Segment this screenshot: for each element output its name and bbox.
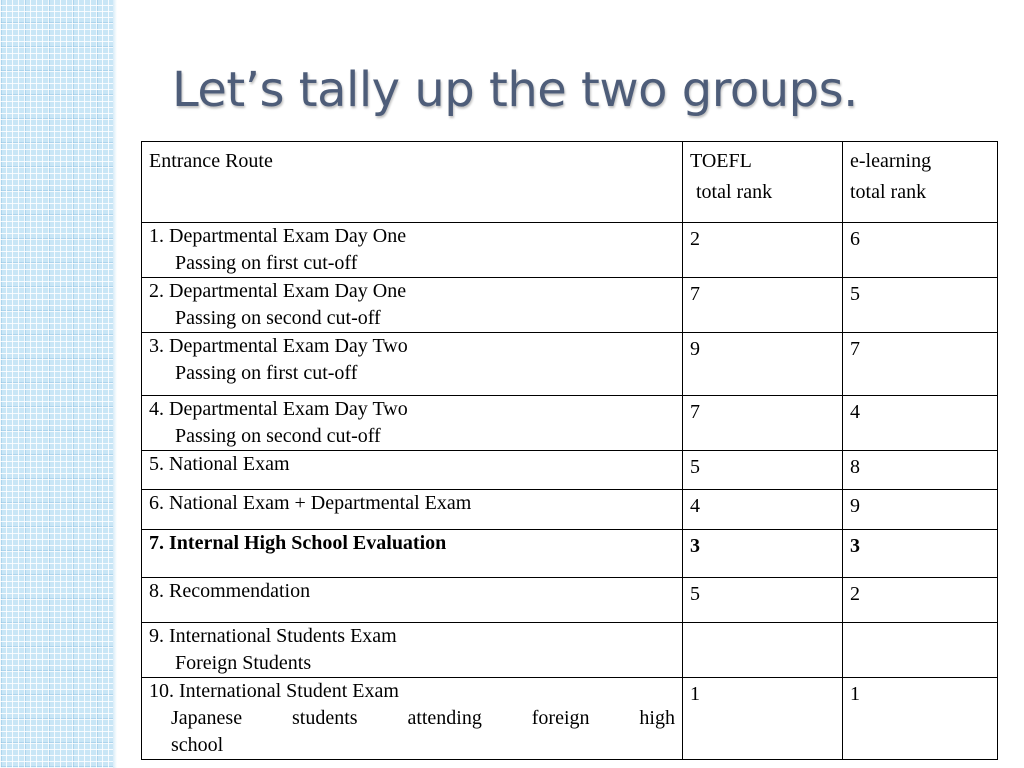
elearning-rank-cell: 5 bbox=[843, 278, 998, 333]
toefl-rank-cell: 9 bbox=[683, 333, 843, 396]
route-cell: 4. Departmental Exam Day Two Passing on second cut-off bbox=[142, 396, 683, 451]
table-row bbox=[142, 578, 998, 623]
elearning-rank-cell: 8 bbox=[843, 451, 998, 490]
elearning-rank-cell: 6 bbox=[843, 223, 998, 278]
header-elearning-total-rank bbox=[843, 142, 998, 223]
route-cell: 10. International Student Exam Japanese students attending foreign high school bbox=[142, 678, 683, 760]
elearning-rank-cell: 3 bbox=[843, 530, 998, 578]
table-row bbox=[142, 333, 998, 396]
elearning-rank-cell: 4 bbox=[843, 396, 998, 451]
route-cell: 5. National Exam bbox=[142, 451, 683, 490]
route-cell: 6. National Exam + Departmental Exam bbox=[142, 490, 683, 530]
elearning-rank-cell: 9 bbox=[843, 490, 998, 530]
route-cell: 1. Departmental Exam Day One Passing on first cut-off bbox=[142, 223, 683, 278]
toefl-rank-cell: 2 bbox=[683, 223, 843, 278]
table-row bbox=[142, 223, 998, 278]
elearning-rank-cell: 7 bbox=[843, 333, 998, 396]
decorative-side-pattern bbox=[0, 0, 113, 768]
side-pattern-edge bbox=[113, 0, 117, 768]
header-toefl-total-rank bbox=[683, 142, 843, 223]
toefl-rank-cell: 5 bbox=[683, 578, 843, 623]
toefl-rank-cell: 1 bbox=[683, 678, 843, 760]
toefl-rank-cell: 5 bbox=[683, 451, 843, 490]
table-row bbox=[142, 490, 998, 530]
table-row bbox=[142, 451, 998, 490]
header-entrance-route: Entrance Route bbox=[142, 142, 683, 223]
route-cell: 2. Departmental Exam Day One Passing on second cut-off bbox=[142, 278, 683, 333]
elearning-rank-cell bbox=[843, 623, 998, 678]
toefl-rank-cell: 3 bbox=[683, 530, 843, 578]
toefl-rank-cell: 4 bbox=[683, 490, 843, 530]
route-cell: 9. International Students Exam Foreign Students bbox=[142, 623, 683, 678]
toefl-rank-cell: 7 bbox=[683, 278, 843, 333]
toefl-rank-cell bbox=[683, 623, 843, 678]
entrance-route-rank-table bbox=[141, 141, 998, 760]
route-cell: 3. Departmental Exam Day Two Passing on first cut-off bbox=[142, 333, 683, 396]
elearning-rank-cell: 1 bbox=[843, 678, 998, 760]
header-elearning-sublabel: total rank bbox=[850, 181, 927, 203]
table-row bbox=[142, 396, 998, 451]
route-cell: 8. Recommendation bbox=[142, 578, 683, 623]
table-row bbox=[142, 623, 998, 678]
header-elearning-label: e-learning bbox=[850, 150, 932, 172]
toefl-rank-cell: 7 bbox=[683, 396, 843, 451]
elearning-rank-cell: 2 bbox=[843, 578, 998, 623]
slide-title: Let’s tally up the two groups. bbox=[172, 62, 858, 118]
header-toefl-sublabel: total rank bbox=[696, 181, 773, 203]
table-row bbox=[142, 278, 998, 333]
table-row bbox=[142, 678, 998, 760]
route-cell: 7. Internal High School Evaluation bbox=[142, 530, 683, 578]
table-row bbox=[142, 530, 998, 578]
header-toefl-label: TOEFL bbox=[690, 150, 752, 172]
table-header-row bbox=[142, 142, 998, 223]
